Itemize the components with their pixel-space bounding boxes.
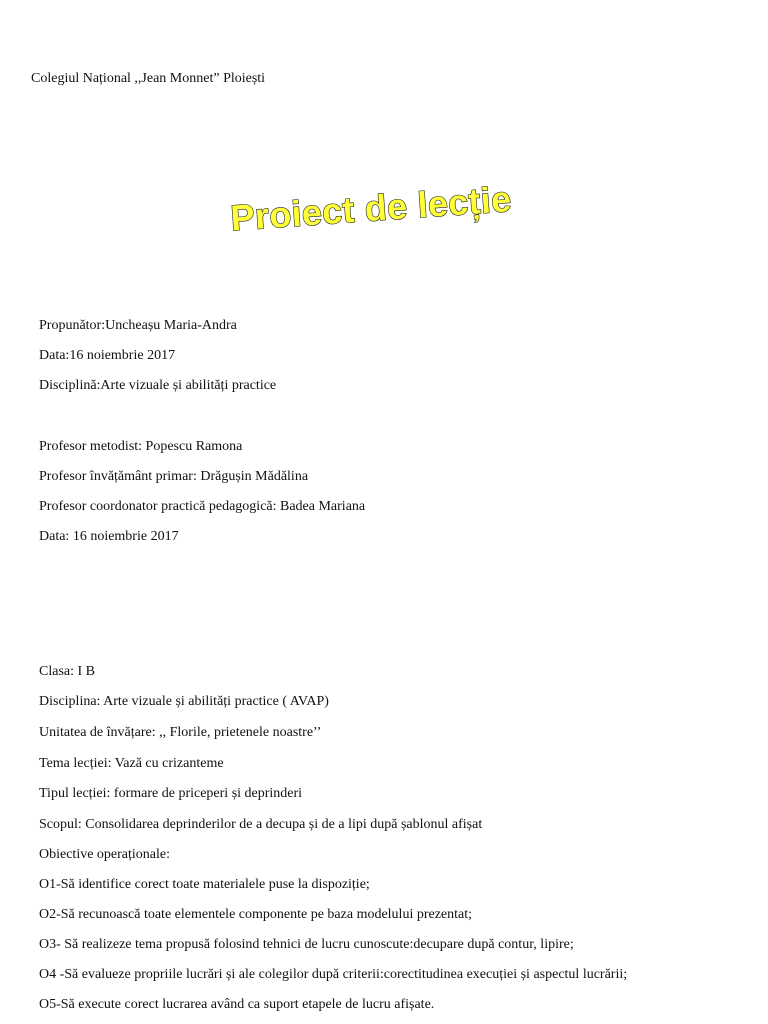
objective-o4: O4 -Să evalueze propriile lucrări și ale colegilor după criterii:corectitudinea execuției și aspectul lucrării; xyxy=(39,967,628,982)
objective-o1: O1-Să identifice corect toate materialele puse la dispoziție; xyxy=(39,877,370,892)
objective-o3: O3- Să realizeze tema propusă folosind tehnici de lucru cunoscute:decupare după contur, lipire; xyxy=(39,937,574,952)
primary-teacher-line: Profesor învățământ primar: Drăgușin Mădălina xyxy=(39,469,309,484)
methodist-line: Profesor metodist: Popescu Ramona xyxy=(39,439,243,454)
coordinator-line: Profesor coordonator practică pedagogică: Badea Mariana xyxy=(39,499,366,514)
class-line: Clasa: I B xyxy=(39,664,95,679)
staff-date-line: Data: 16 noiembrie 2017 xyxy=(39,529,179,544)
lesson-goal-line: Scopul: Consolidarea deprinderilor de a decupa și de a lipi după șablonul afișat xyxy=(39,817,483,832)
lesson-title-wordart xyxy=(222,168,552,238)
lesson-title: Proiect de lecție xyxy=(229,178,513,239)
lesson-theme-line: Tema lecției: Vază cu crizanteme xyxy=(39,756,224,771)
objective-o2: O2-Să recunoască toate elementele componente pe baza modelului prezentat; xyxy=(39,907,473,922)
learning-unit-line: Unitatea de învățare: ,, Florile, prietenele noastre’’ xyxy=(39,725,322,740)
lesson-discipline-line: Disciplina: Arte vizuale și abilități practice ( AVAP) xyxy=(39,694,329,709)
date-line: Data:16 noiembrie 2017 xyxy=(39,348,176,363)
lesson-type-line: Tipul lecției: formare de priceperi și deprinderi xyxy=(39,786,303,801)
objectives-heading: Obiective operaționale: xyxy=(39,847,170,862)
wordart-title-svg xyxy=(222,168,552,238)
discipline-line: Disciplină:Arte vizuale și abilități practice xyxy=(39,378,277,393)
proposer-line: Propunător:Uncheașu Maria-Andra xyxy=(39,318,237,333)
objective-o5: O5-Să execute corect lucrarea având ca suport etapele de lucru afișate. xyxy=(39,997,435,1012)
school-header: Colegiul Național ,,Jean Monnet” Ploiești xyxy=(31,71,266,86)
